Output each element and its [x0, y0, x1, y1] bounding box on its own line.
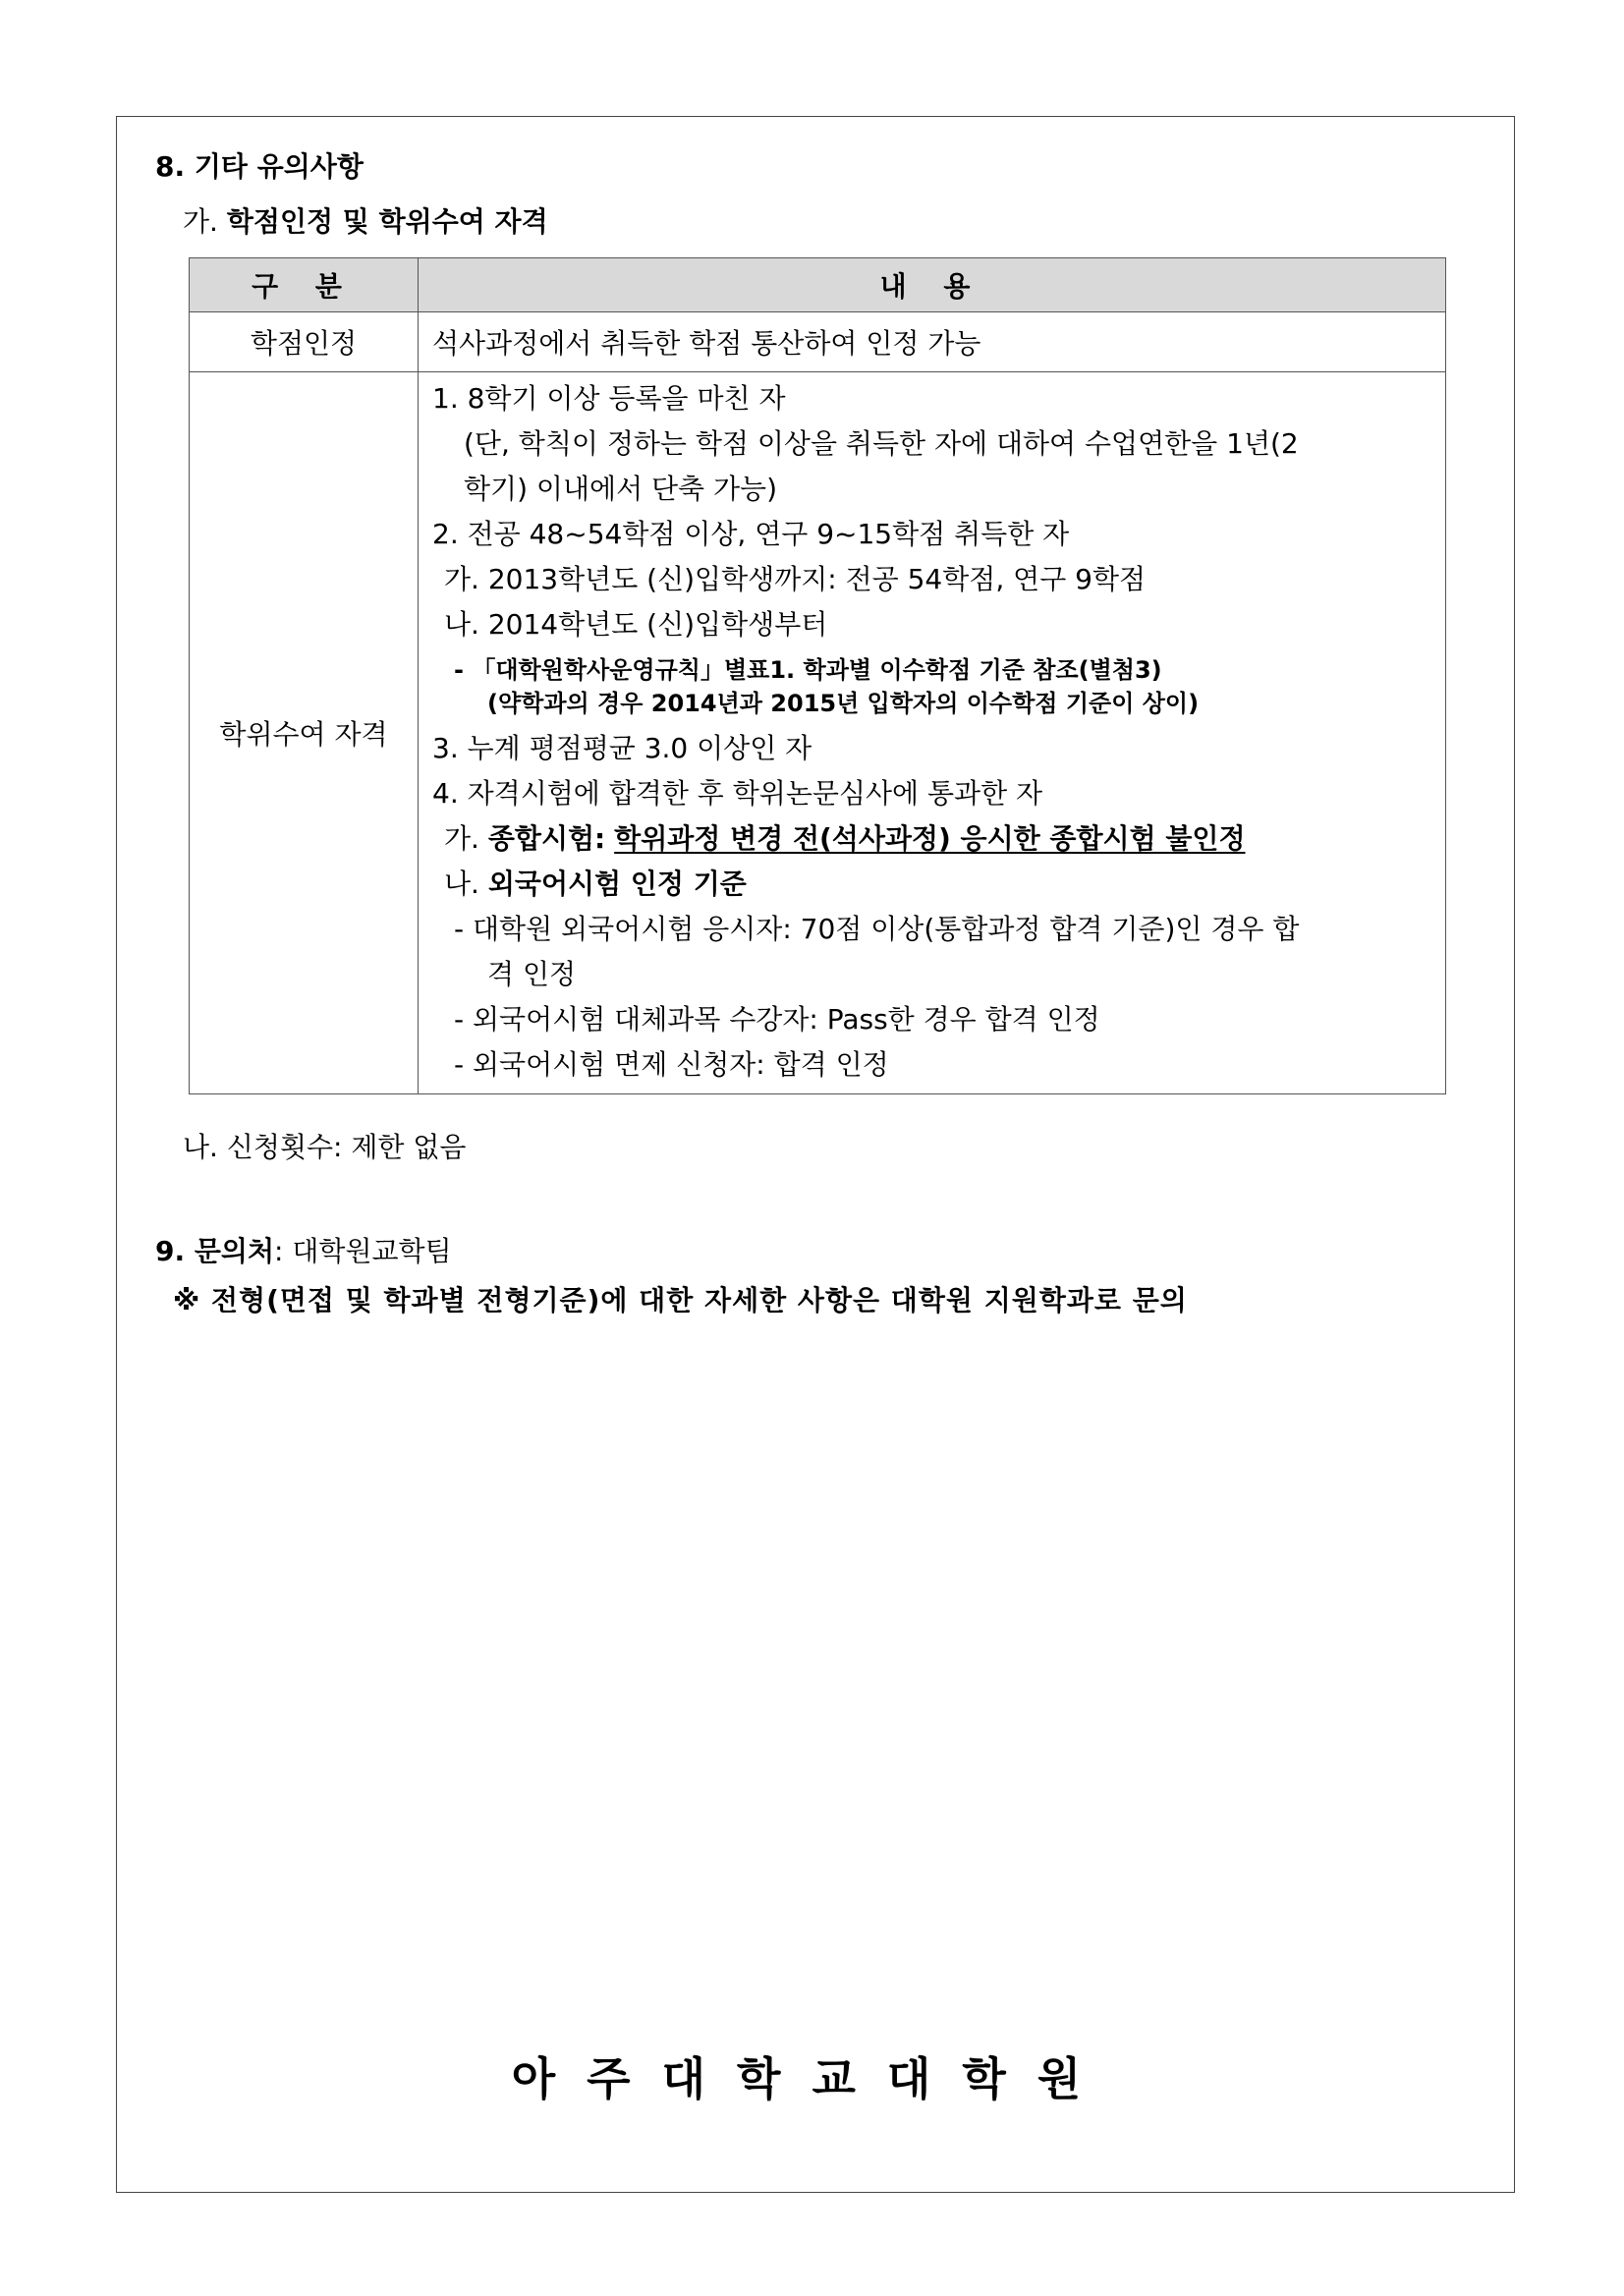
list-item: - 외국어시험 면제 신청자: 합격 인정: [454, 1048, 889, 1081]
list-item: 1. 8학기 이상 등록을 마친 자: [432, 382, 786, 415]
list-item: - 외국어시험 대체과목 수강자: Pass한 경우 합격 인정: [454, 1003, 1100, 1036]
table-header-row: [190, 258, 1446, 312]
section-9-value: : 대학원교학팀: [274, 1235, 452, 1267]
item-underlined-text: 학위과정 변경 전(석사과정) 응시한 종합시험 불인정: [614, 822, 1246, 855]
degree-requirements-table: [189, 257, 1446, 1094]
list-item: 4. 자격시험에 합격한 후 학위논문심사에 통과한 자: [432, 777, 1043, 810]
list-item: - 「대학원학사운영규칙」별표1. 학과별 이수학점 기준 참조(별첨3): [454, 656, 1162, 684]
row-credit-key: 학점인정: [190, 312, 419, 372]
header-category: 구 분: [190, 258, 419, 312]
item-bold-label: 종합시험:: [487, 822, 606, 855]
inquiry-notice: ※ 전형(면접 및 학과별 전형기준)에 대한 자세한 사항은 대학원 지원학과로 문의: [173, 1284, 1188, 1316]
section-8a-heading: 학점인정 및 학위수여 자격: [226, 205, 548, 238]
list-item: [432, 862, 1431, 907]
section-9-contact: [155, 1230, 452, 1269]
university-signature: 아주대학교대학원: [511, 2052, 1113, 2105]
row-credit-value: 석사과정에서 취득한 학점 통산하여 인정 가능: [419, 312, 1446, 372]
list-item: 3. 누계 평점평균 3.0 이상인 자: [432, 732, 812, 764]
section-8a-title: [183, 200, 548, 240]
degree-conditions-list: [432, 372, 1431, 1093]
header-content: 내 용: [419, 258, 1446, 312]
item-prefix: 가.: [444, 822, 488, 855]
section-8a-prefix: 가.: [183, 205, 227, 238]
list-item: - 대학원 외국어시험 응시자: 70점 이상(통합과정 합격 기준)인 경우 합: [454, 913, 1300, 945]
table-row: [190, 372, 1446, 1094]
table-row: [190, 312, 1446, 372]
item-bold-label: 외국어시험 인정 기준: [487, 868, 747, 900]
list-item: 학기) 이내에서 단축 가능): [464, 473, 778, 505]
list-item: [432, 816, 1431, 862]
application-count-note: 나. 신청횟수: 제한 없음: [183, 1131, 467, 1163]
section-8-title: 8. 기타 유의사항: [155, 150, 364, 183]
list-item: 2. 전공 48~54학점 이상, 연구 9~15학점 취득한 자: [432, 518, 1070, 550]
list-item: 가. 2013학년도 (신)입학생까지: 전공 54학점, 연구 9학점: [444, 563, 1147, 595]
list-item: (단, 학칙이 정하는 학점 이상을 취득한 자에 대하여 수업연한을 1년(2: [464, 427, 1299, 460]
list-item: 나. 2014학년도 (신)입학생부터: [444, 608, 828, 641]
list-item: (약학과의 경우 2014년과 2015년 입학자의 이수학점 기준이 상이): [487, 690, 1200, 717]
row-degree-value: [419, 372, 1446, 1094]
section-9-label: 9. 문의처: [155, 1235, 275, 1267]
list-item: 격 인정: [487, 958, 577, 990]
row-degree-key: 학위수여 자격: [190, 372, 419, 1094]
item-prefix: 나.: [444, 868, 488, 900]
